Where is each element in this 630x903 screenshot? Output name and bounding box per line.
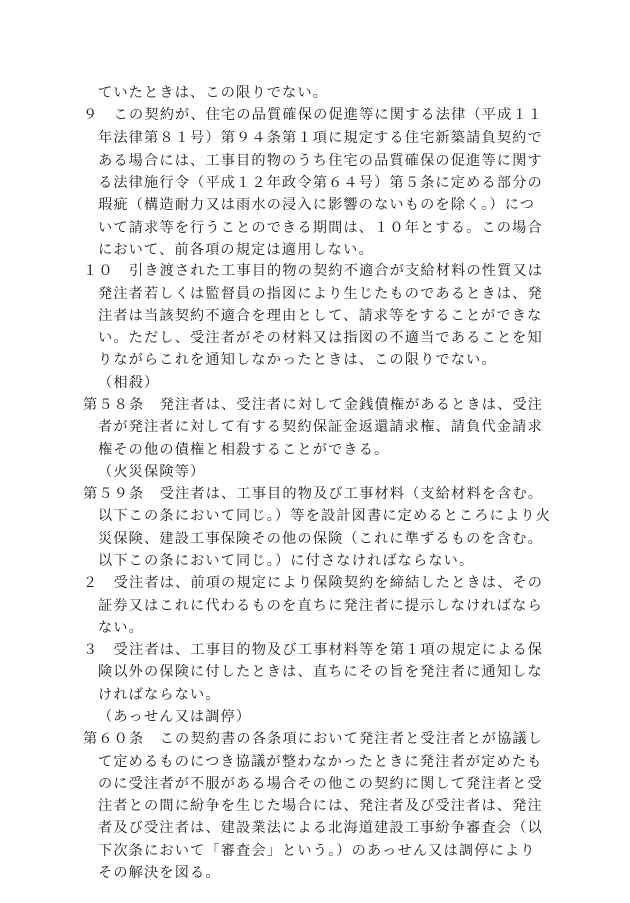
p-item-9-line: 年法律第８１号）第９４条第１項に規定する住宅新築請負契約で	[98, 130, 543, 147]
p-item-10-line: 発注者若しくは監督員の指図により生じたものであるときは、発	[98, 285, 543, 302]
p-item-9-line: ９ この契約が、住宅の品質確保の促進等に関する法律（平成１１	[83, 107, 544, 124]
article-60-line: 注者との間に紛争を生じた場合には、発注者及び受注者は、発注	[98, 798, 543, 815]
article-59-2-line: 証券又はこれに代わるものを直ちに発注者に提示しなければなら	[98, 597, 543, 614]
heading-sosai-line: （相殺）	[98, 374, 160, 391]
article-59-3-line: ３ 受注者は、工事目的物及び工事材料等を第１項の規定による保	[83, 642, 544, 659]
article-60-line: のに受注者が不服がある場合その他この契約に関して発注者と受	[98, 775, 543, 792]
article-59-line: 以下この条において同じ。）等を設計図書に定めるところにより火	[98, 508, 552, 525]
article-60-line: 下次条において「審査会」という。）のあっせん又は調停により	[98, 842, 536, 859]
article-60-line: 第６０条 この契約書の各条項において発注者と受注者とが協議し	[83, 731, 544, 748]
p-item-10-line: 注者は当該契約不適合を理由として、請求等をすることができな	[98, 307, 543, 324]
article-59-3-line: ければならない。	[98, 686, 221, 703]
p-item-9-line: る法律施行令（平成１２年政令第６４号）第５条に定める部分の	[98, 175, 543, 192]
article-59-line: 第５９条 受注者は、工事目的物及び工事材料（支給材料を含む。	[83, 486, 544, 503]
p-item-9-line: において、前各項の規定は適用しない。	[98, 241, 374, 258]
p-item-10-line: い。ただし、受注者がその材料又は指図の不適当であることを知	[98, 330, 543, 347]
p-item-10-line: りながらこれを通知しなかったときは、この限りでない。	[98, 352, 497, 369]
p-item-9-line: ある場合には、工事目的物のうち住宅の品質確保の促進等に関す	[98, 152, 543, 169]
p-item-10-line: １０ 引き渡された工事目的物の契約不適合が支給材料の性質又は	[83, 263, 544, 280]
p-item-9-line: いて請求等を行うことのできる期間は、１０年とする。この場合	[98, 219, 543, 236]
article-58-line: 第５８条 発注者は、受注者に対して金銭債権があるときは、受注	[83, 397, 544, 414]
heading-kasai-line: （火災保険等）	[98, 463, 206, 480]
p-item-9-line: 瑕疵（構造耐力又は雨水の浸入に影響のないものを除く。）につ	[98, 197, 536, 214]
article-59-line: 以下この条において同じ。）に付さなければならない。	[98, 553, 475, 570]
article-58-line: 権その他の債権と相殺することができる。	[98, 441, 390, 458]
article-60-line: その解決を図る。	[98, 865, 221, 882]
article-58-line: 者が発注者に対して有する契約保証金返還請求権、請負代金請求	[98, 419, 543, 436]
heading-assen-line: （あっせん又は調停）	[98, 709, 252, 726]
article-59-2-line: ２ 受注者は、前項の規定により保険契約を締結したときは、その	[83, 575, 544, 592]
article-59-3-line: 険以外の保険に付したときは、直ちにその旨を発注者に通知しな	[98, 664, 543, 681]
article-60-line: 者及び受注者は、建設業法による北海道建設工事紛争審査会（以	[98, 820, 543, 837]
article-59-2-line: ない。	[98, 619, 145, 636]
article-60-line: て定めるものにつき協議が整わなかったときに発注者が定めたも	[98, 753, 543, 770]
article-59-line: 災保険、建設工事保険その他の保険（これに準ずるものを含む。	[98, 530, 543, 547]
p-prev-continuation-line: ていたときは、この限りでない。	[98, 85, 329, 101]
